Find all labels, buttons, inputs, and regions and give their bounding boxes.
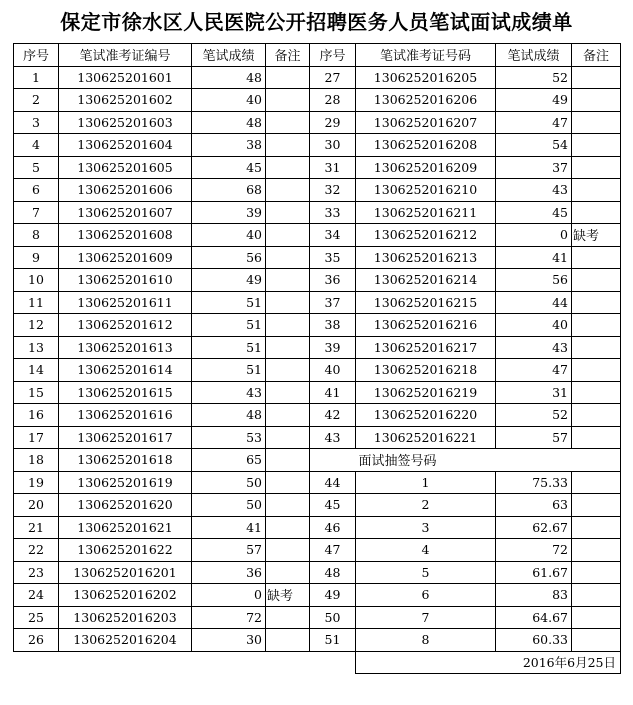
note-cell — [266, 606, 310, 629]
exam-id-cell: 130625201607 — [59, 201, 192, 224]
written-score-cell: 36 — [192, 561, 266, 584]
exam-id-cell: 130625201614 — [59, 359, 192, 382]
note-cell — [572, 516, 621, 539]
written-score-cell: 45 — [496, 201, 572, 224]
date-text: 2016年6月25日 — [356, 651, 621, 674]
seq-cell: 6 — [14, 179, 59, 202]
seq-cell: 47 — [310, 539, 356, 562]
exam-id-cell: 1306252016208 — [356, 134, 496, 157]
interview-score-cell: 60.33 — [496, 629, 572, 652]
note-cell — [266, 516, 310, 539]
exam-id-cell: 1306252016203 — [59, 606, 192, 629]
exam-id-cell: 130625201622 — [59, 539, 192, 562]
header-score-left: 笔试成绩 — [192, 44, 266, 67]
exam-id-cell: 130625201615 — [59, 381, 192, 404]
written-score-cell: 40 — [192, 89, 266, 112]
exam-id-cell: 1306252016207 — [356, 111, 496, 134]
note-cell — [572, 584, 621, 607]
written-score-cell: 39 — [192, 201, 266, 224]
exam-id-cell: 130625201616 — [59, 404, 192, 427]
seq-cell: 42 — [310, 404, 356, 427]
note-cell — [572, 66, 621, 89]
seq-cell: 24 — [14, 584, 59, 607]
note-cell — [572, 471, 621, 494]
note-cell — [572, 539, 621, 562]
interview-score-cell: 72 — [496, 539, 572, 562]
written-score-cell: 51 — [192, 291, 266, 314]
table-row — [14, 561, 621, 584]
seq-cell: 49 — [310, 584, 356, 607]
interview-score-cell: 64.67 — [496, 606, 572, 629]
seq-cell: 4 — [14, 134, 59, 157]
written-score-cell: 43 — [496, 336, 572, 359]
table-row — [14, 291, 621, 314]
written-score-cell: 38 — [192, 134, 266, 157]
note-cell — [266, 179, 310, 202]
seq-cell: 5 — [14, 156, 59, 179]
table-row — [14, 381, 621, 404]
table-row — [14, 134, 621, 157]
exam-id-cell: 130625201601 — [59, 66, 192, 89]
written-score-cell: 37 — [496, 156, 572, 179]
seq-cell: 31 — [310, 156, 356, 179]
seq-cell: 46 — [310, 516, 356, 539]
seq-cell: 38 — [310, 314, 356, 337]
written-score-cell: 31 — [496, 381, 572, 404]
written-score-cell: 47 — [496, 359, 572, 382]
note-cell — [266, 539, 310, 562]
seq-cell: 27 — [310, 66, 356, 89]
exam-id-cell: 1306252016205 — [356, 66, 496, 89]
written-score-cell: 40 — [496, 314, 572, 337]
score-table-body — [14, 44, 621, 674]
seq-cell: 22 — [14, 539, 59, 562]
header-row — [14, 44, 621, 67]
written-score-cell: 50 — [192, 494, 266, 517]
draw-number-cell: 4 — [356, 539, 496, 562]
header-note-right: 备注 — [572, 44, 621, 67]
table-row — [14, 404, 621, 427]
seq-cell: 50 — [310, 606, 356, 629]
note-cell — [266, 269, 310, 292]
seq-cell: 26 — [14, 629, 59, 652]
written-score-cell: 65 — [192, 449, 266, 472]
draw-number-cell: 8 — [356, 629, 496, 652]
note-cell: 缺考 — [266, 584, 310, 607]
exam-id-cell: 130625201604 — [59, 134, 192, 157]
written-score-cell: 49 — [192, 269, 266, 292]
seq-cell: 40 — [310, 359, 356, 382]
interview-score-cell: 63 — [496, 494, 572, 517]
exam-id-cell: 130625201620 — [59, 494, 192, 517]
seq-cell: 48 — [310, 561, 356, 584]
table-row — [14, 471, 621, 494]
note-cell — [572, 561, 621, 584]
seq-cell: 32 — [310, 179, 356, 202]
note-cell — [572, 426, 621, 449]
seq-cell: 11 — [14, 291, 59, 314]
seq-cell: 7 — [14, 201, 59, 224]
note-cell — [572, 179, 621, 202]
exam-id-cell: 1306252016209 — [356, 156, 496, 179]
seq-cell: 45 — [310, 494, 356, 517]
score-table — [13, 43, 621, 674]
table-row — [14, 179, 621, 202]
seq-cell: 14 — [14, 359, 59, 382]
written-score-cell: 45 — [192, 156, 266, 179]
note-cell — [572, 134, 621, 157]
seq-cell: 21 — [14, 516, 59, 539]
exam-id-cell: 130625201608 — [59, 224, 192, 247]
note-cell — [266, 471, 310, 494]
seq-cell: 9 — [14, 246, 59, 269]
seq-cell: 23 — [14, 561, 59, 584]
note-cell — [266, 201, 310, 224]
exam-id-cell: 1306252016211 — [356, 201, 496, 224]
note-cell — [266, 381, 310, 404]
exam-id-cell: 1306252016218 — [356, 359, 496, 382]
note-cell — [572, 606, 621, 629]
note-cell — [266, 314, 310, 337]
seq-cell: 44 — [310, 471, 356, 494]
exam-id-cell: 1306252016214 — [356, 269, 496, 292]
exam-id-cell: 1306252016210 — [356, 179, 496, 202]
written-score-cell: 30 — [192, 629, 266, 652]
written-score-cell: 68 — [192, 179, 266, 202]
note-cell — [266, 224, 310, 247]
note-cell — [266, 561, 310, 584]
seq-cell: 10 — [14, 269, 59, 292]
empty-cell — [572, 449, 621, 472]
note-cell — [266, 291, 310, 314]
seq-cell: 28 — [310, 89, 356, 112]
note-cell — [266, 66, 310, 89]
seq-cell: 2 — [14, 89, 59, 112]
note-cell — [572, 494, 621, 517]
note-cell — [572, 381, 621, 404]
exam-id-cell: 1306252016219 — [356, 381, 496, 404]
interview-score-cell: 61.67 — [496, 561, 572, 584]
note-cell — [266, 156, 310, 179]
table-row — [14, 246, 621, 269]
written-score-cell: 56 — [496, 269, 572, 292]
exam-id-cell: 130625201618 — [59, 449, 192, 472]
written-score-cell: 51 — [192, 359, 266, 382]
seq-cell: 35 — [310, 246, 356, 269]
table-row — [14, 111, 621, 134]
interview-score-cell: 75.33 — [496, 471, 572, 494]
note-cell — [572, 336, 621, 359]
empty-cell — [14, 651, 356, 674]
table-row — [14, 606, 621, 629]
exam-id-cell: 1306252016202 — [59, 584, 192, 607]
exam-id-cell: 1306252016221 — [356, 426, 496, 449]
note-cell — [266, 449, 310, 472]
note-cell — [266, 629, 310, 652]
note-cell: 缺考 — [572, 224, 621, 247]
written-score-cell: 51 — [192, 336, 266, 359]
table-row — [14, 201, 621, 224]
written-score-cell: 43 — [192, 381, 266, 404]
written-score-cell: 53 — [192, 426, 266, 449]
written-score-cell: 57 — [496, 426, 572, 449]
seq-cell: 16 — [14, 404, 59, 427]
written-score-cell: 50 — [192, 471, 266, 494]
note-cell — [572, 314, 621, 337]
note-cell — [572, 359, 621, 382]
seq-cell: 19 — [14, 471, 59, 494]
exam-id-cell: 1306252016217 — [356, 336, 496, 359]
seq-cell: 17 — [14, 426, 59, 449]
note-cell — [572, 404, 621, 427]
note-cell — [266, 246, 310, 269]
interview-draw-label: 面试抽签号码 — [356, 449, 572, 472]
note-cell — [266, 89, 310, 112]
table-row — [14, 539, 621, 562]
seq-cell: 3 — [14, 111, 59, 134]
seq-cell: 30 — [310, 134, 356, 157]
note-cell — [572, 246, 621, 269]
note-cell — [266, 494, 310, 517]
table-row — [14, 66, 621, 89]
draw-number-cell: 2 — [356, 494, 496, 517]
exam-id-cell: 130625201606 — [59, 179, 192, 202]
seq-cell: 25 — [14, 606, 59, 629]
seq-cell: 8 — [14, 224, 59, 247]
written-score-cell: 54 — [496, 134, 572, 157]
written-score-cell: 51 — [192, 314, 266, 337]
seq-cell: 51 — [310, 629, 356, 652]
table-row — [14, 629, 621, 652]
seq-cell: 43 — [310, 426, 356, 449]
note-cell — [572, 629, 621, 652]
draw-number-cell: 3 — [356, 516, 496, 539]
exam-id-cell: 130625201619 — [59, 471, 192, 494]
written-score-cell: 52 — [496, 404, 572, 427]
note-cell — [572, 156, 621, 179]
exam-id-cell: 130625201612 — [59, 314, 192, 337]
exam-id-cell: 1306252016220 — [356, 404, 496, 427]
seq-cell: 12 — [14, 314, 59, 337]
seq-cell: 37 — [310, 291, 356, 314]
exam-id-cell: 1306252016213 — [356, 246, 496, 269]
exam-id-cell: 1306252016216 — [356, 314, 496, 337]
exam-id-cell: 1306252016215 — [356, 291, 496, 314]
table-row — [14, 314, 621, 337]
note-cell — [266, 404, 310, 427]
exam-id-cell: 130625201621 — [59, 516, 192, 539]
written-score-cell: 72 — [192, 606, 266, 629]
draw-number-cell: 5 — [356, 561, 496, 584]
note-cell — [266, 134, 310, 157]
table-row — [14, 449, 621, 472]
written-score-cell: 43 — [496, 179, 572, 202]
table-row — [14, 224, 621, 247]
table-row — [14, 359, 621, 382]
interview-score-cell: 62.67 — [496, 516, 572, 539]
table-row — [14, 269, 621, 292]
exam-id-cell: 130625201611 — [59, 291, 192, 314]
exam-id-cell: 130625201602 — [59, 89, 192, 112]
draw-number-cell: 6 — [356, 584, 496, 607]
seq-cell: 34 — [310, 224, 356, 247]
page-title: 保定市徐水区人民医院公开招聘医务人员笔试面试成绩单 — [60, 10, 573, 34]
seq-cell: 13 — [14, 336, 59, 359]
seq-cell: 1 — [14, 66, 59, 89]
date-row — [14, 651, 621, 674]
seq-cell: 36 — [310, 269, 356, 292]
written-score-cell: 44 — [496, 291, 572, 314]
note-cell — [572, 201, 621, 224]
table-row — [14, 336, 621, 359]
written-score-cell: 52 — [496, 66, 572, 89]
written-score-cell: 48 — [192, 66, 266, 89]
table-row — [14, 426, 621, 449]
written-score-cell: 57 — [192, 539, 266, 562]
written-score-cell: 41 — [496, 246, 572, 269]
exam-id-cell: 130625201609 — [59, 246, 192, 269]
note-cell — [572, 291, 621, 314]
table-row — [14, 584, 621, 607]
table-row — [14, 156, 621, 179]
note-cell — [266, 336, 310, 359]
header-note-left: 备注 — [266, 44, 310, 67]
exam-id-cell: 130625201603 — [59, 111, 192, 134]
note-cell — [266, 111, 310, 134]
seq-cell: 20 — [14, 494, 59, 517]
note-cell — [572, 89, 621, 112]
table-row — [14, 89, 621, 112]
seq-cell: 18 — [14, 449, 59, 472]
written-score-cell: 41 — [192, 516, 266, 539]
written-score-cell: 49 — [496, 89, 572, 112]
seq-cell: 33 — [310, 201, 356, 224]
interview-score-cell: 83 — [496, 584, 572, 607]
written-score-cell: 48 — [192, 111, 266, 134]
exam-id-cell: 130625201605 — [59, 156, 192, 179]
header-seq-right: 序号 — [310, 44, 356, 67]
draw-number-cell: 1 — [356, 471, 496, 494]
table-row — [14, 516, 621, 539]
seq-cell: 29 — [310, 111, 356, 134]
exam-id-cell: 130625201617 — [59, 426, 192, 449]
header-id-left: 笔试准考证编号 — [59, 44, 192, 67]
note-cell — [572, 269, 621, 292]
note-cell — [572, 111, 621, 134]
exam-id-cell: 1306252016206 — [356, 89, 496, 112]
written-score-cell: 0 — [192, 584, 266, 607]
table-row — [14, 494, 621, 517]
header-seq-left: 序号 — [14, 44, 59, 67]
written-score-cell: 47 — [496, 111, 572, 134]
exam-id-cell: 130625201613 — [59, 336, 192, 359]
note-cell — [266, 359, 310, 382]
written-score-cell: 40 — [192, 224, 266, 247]
seq-cell: 15 — [14, 381, 59, 404]
written-score-cell: 48 — [192, 404, 266, 427]
draw-number-cell: 7 — [356, 606, 496, 629]
empty-cell — [310, 449, 356, 472]
seq-cell: 41 — [310, 381, 356, 404]
seq-cell: 39 — [310, 336, 356, 359]
written-score-cell: 0 — [496, 224, 572, 247]
header-id-right: 笔试准考证号码 — [356, 44, 496, 67]
header-score-right: 笔试成绩 — [496, 44, 572, 67]
exam-id-cell: 130625201610 — [59, 269, 192, 292]
exam-id-cell: 1306252016212 — [356, 224, 496, 247]
written-score-cell: 56 — [192, 246, 266, 269]
exam-id-cell: 1306252016204 — [59, 629, 192, 652]
note-cell — [266, 426, 310, 449]
exam-id-cell: 1306252016201 — [59, 561, 192, 584]
